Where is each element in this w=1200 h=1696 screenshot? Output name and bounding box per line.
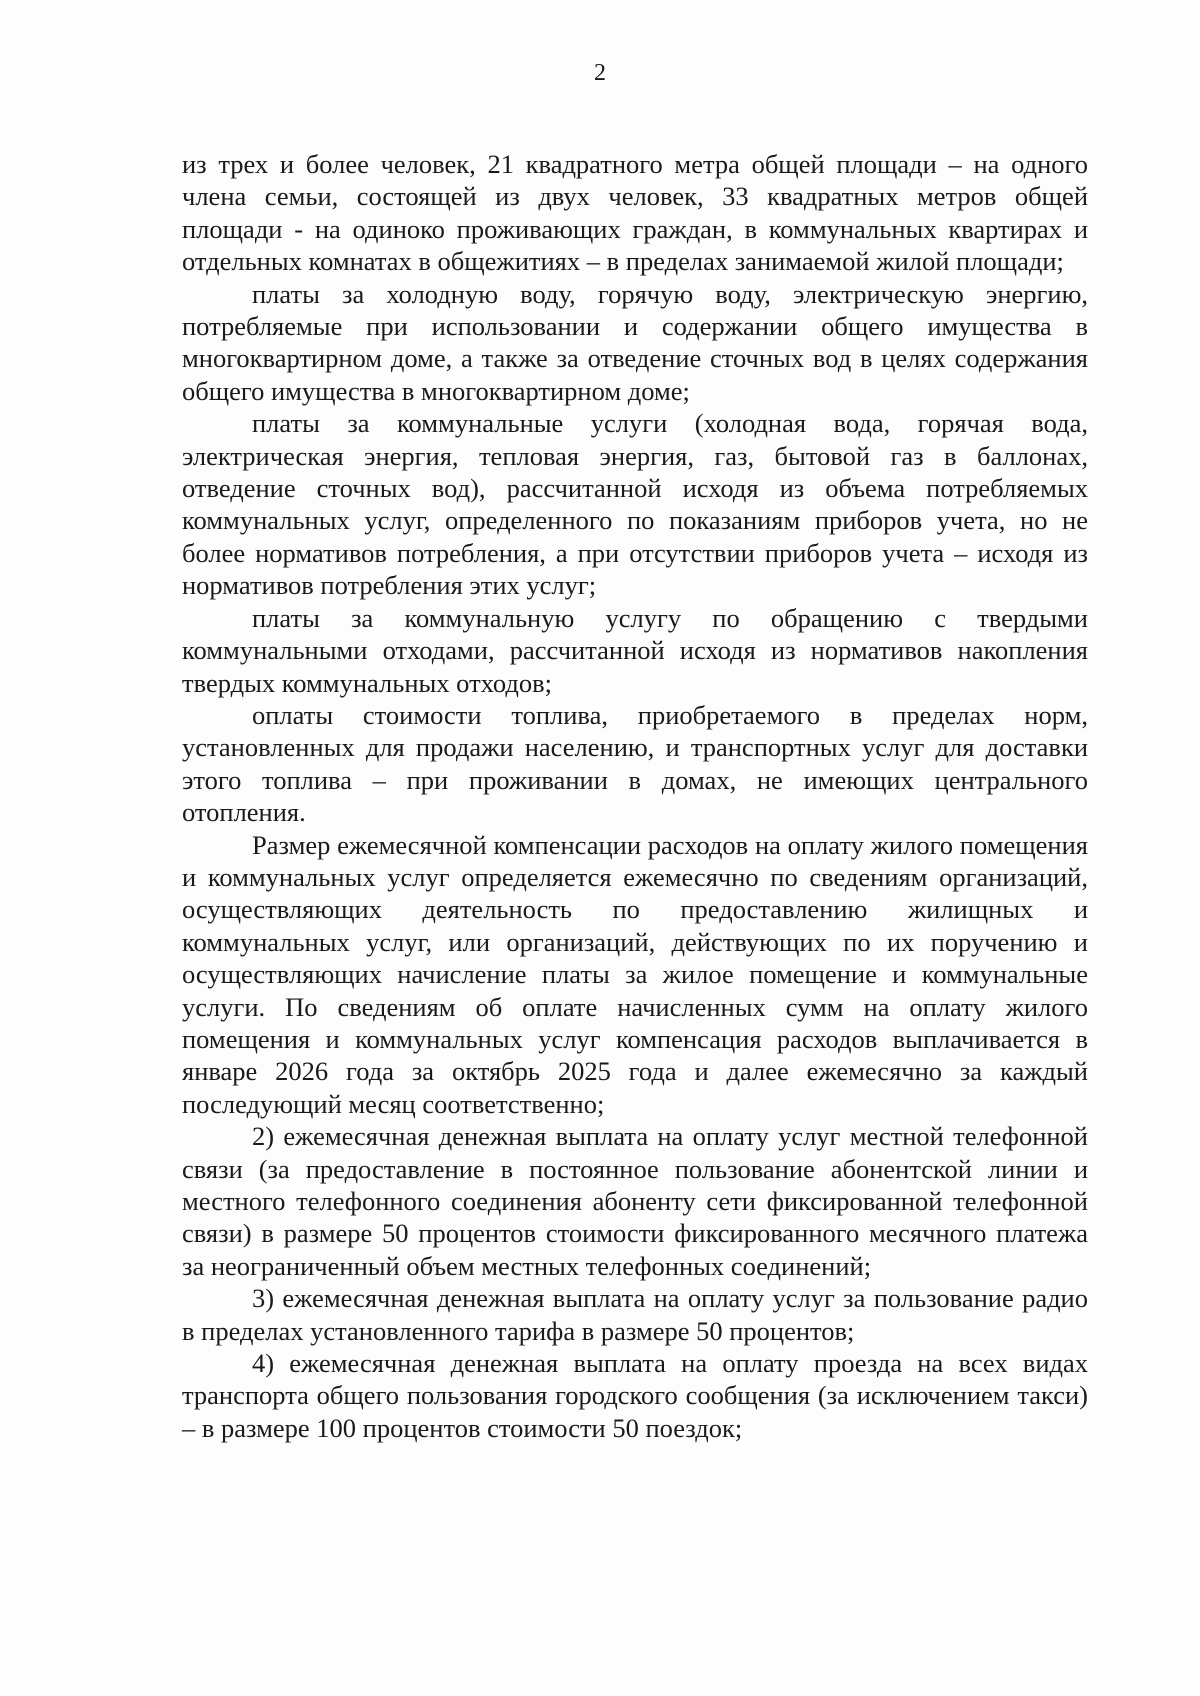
page-number: 2 [594,60,606,86]
document-body [182,148,1088,1444]
paragraph-fuel-cost: оплаты стоимости топлива, приобретаемого в пределах норм, установленных для продажи населению, и транспортных услуг для доставки этого топлива – при проживании в домах, не имеющих центрального отопления. [182,699,1088,828]
paragraph-item-2-telephone: 2) ежемесячная денежная выплата на оплату услуг местной телефонной связи (за предоставление в постоянное пользование абонентской линии и местного телефонного соединения абоненту сети фиксированной телефонной связи) в размере 50 процентов стоимости фиксированного месячного платежа за неограниченный объем местных телефонных соединений; [182,1121,1088,1281]
paragraph-solid-waste: платы за коммунальную услугу по обращению с твердыми коммунальными отходами, рассчитанной исходя из нормативов накопления твердых коммунальных отходов; [182,602,1088,698]
paragraph-continuation: из трех и более человек, 21 квадратного метра общей площади – на одного члена семьи, состоящей из двух человек, 33 квадратных метров общей площади - на одиноко проживающих граждан, в коммунальных квартирах и отдельных комнатах в общежитиях – в пределах занимаемой жилой площади; [182,149,1088,277]
paragraph-compensation-size: Размер ежемесячной компенсации расходов на оплату жилого помещения и коммунальных услуг определяется ежемесячно по сведениям организаций, осуществляющих деятельность по предоставлению жилищных и коммунальных услуг, или организаций, действующих по их поручению и осуществляющих начисление платы за жилое помещение и коммунальные услуги. По сведениям об оплате начисленных сумм на оплату жилого помещения и коммунальных услуг компенсация расходов выплачивается в январе 2026 года за октябрь 2025 года и далее ежемесячно за каждый последующий месяц соответственно; [182,829,1088,1119]
paragraph-utility-services: платы за коммунальные услуги (холодная вода, горячая вода, электрическая энергия, тепловая энергия, газ, бытовой газ в баллонах, отведение сточных вод), рассчитанной исходя из объема потребляемых коммунальных услуг, определенного по показаниям приборов учета, но не более нормативов потребления, а при отсутствии приборов учета – исходя из нормативов потребления этих услуг; [182,408,1088,601]
paragraph-item-3-radio: 3) ежемесячная денежная выплата на оплату услуг за пользование радио в пределах установленного тарифа в размере 50 процентов; [182,1283,1088,1346]
paragraph-item-4-transport: 4) ежемесячная денежная выплата на оплату проезда на всех видах транспорта общего пользования городского сообщения (за исключением такси) – в размере 100 процентов стоимости 50 поездок; [182,1348,1088,1443]
paragraph-water-electricity: платы за холодную воду, горячую воду, электрическую энергию, потребляемые при использовании и содержании общего имущества в многоквартирном доме, а также за отведение сточных вод в целях содержания общего имущества в многоквартирном доме; [182,278,1088,406]
